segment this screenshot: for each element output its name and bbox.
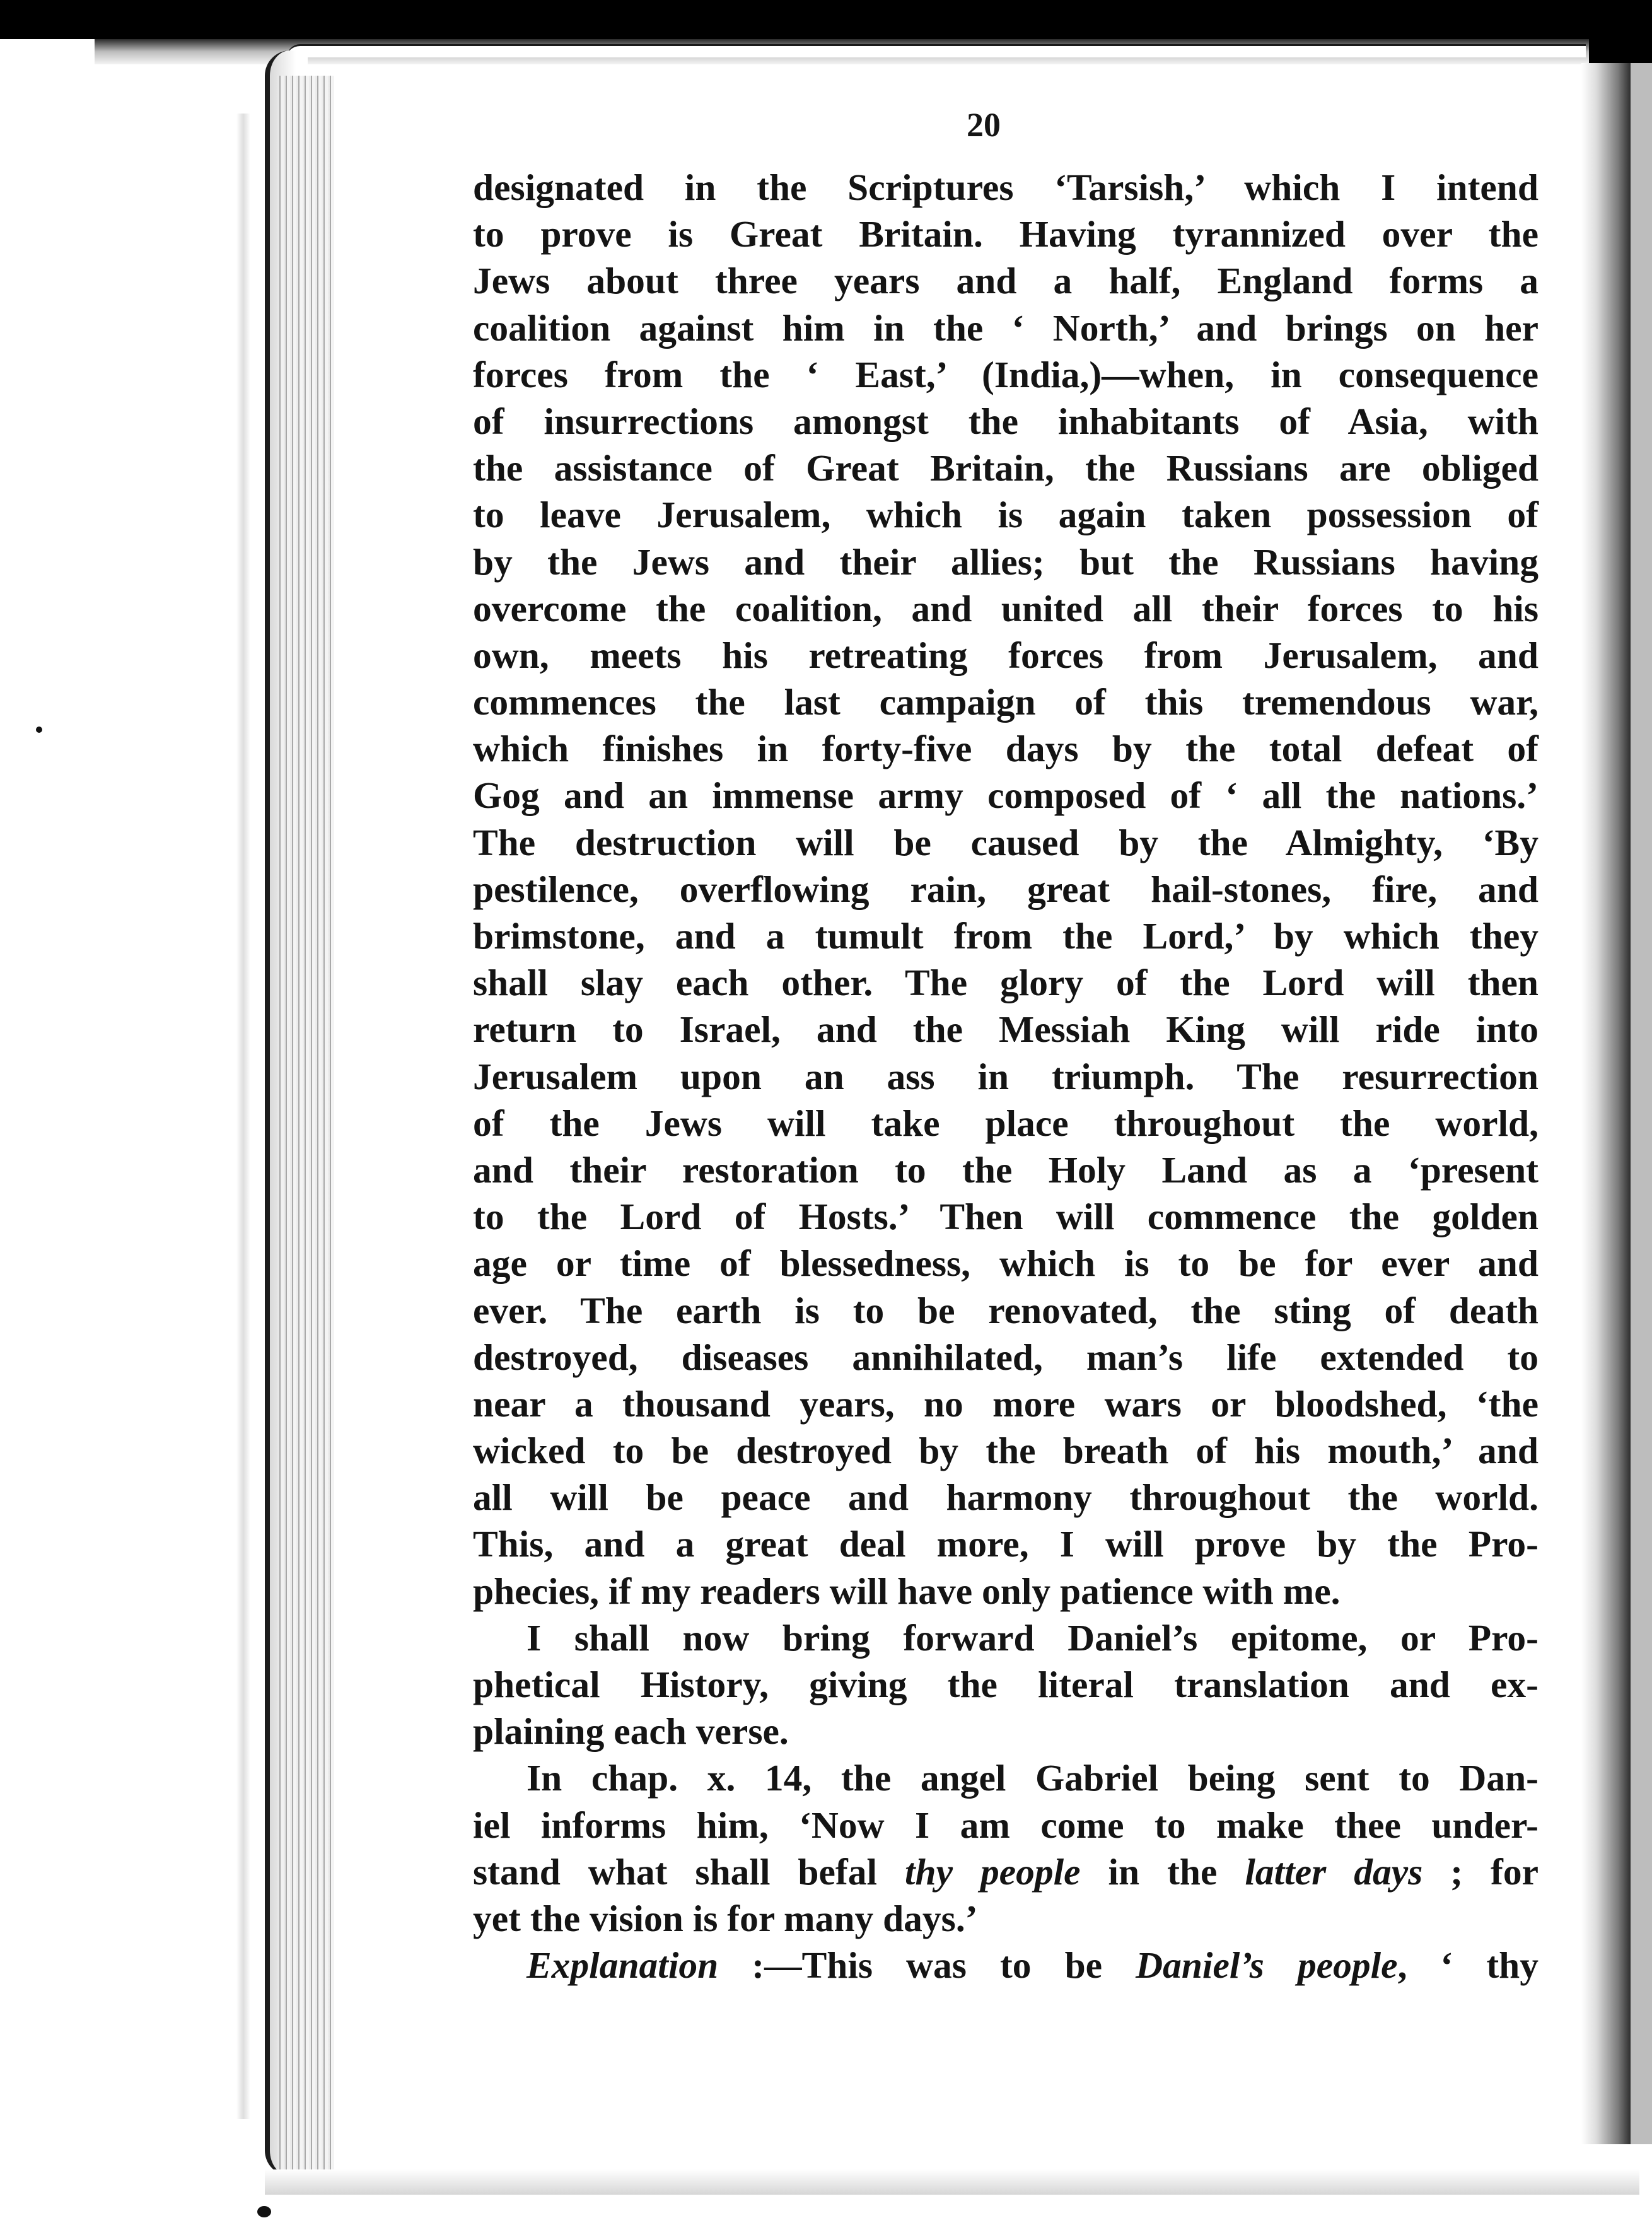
text-run: , ‘ thy	[1397, 1944, 1539, 1987]
text-line: age or time of blessedness, which is to be for ever and	[473, 1242, 1539, 1285]
text-line: iel informs him, ‘Now I am come to make thee under-	[473, 1804, 1539, 1846]
text-line: plaining each verse.	[473, 1710, 789, 1753]
text-line: Jerusalem upon an ass in triumph. The resurrection	[473, 1055, 1539, 1097]
italic-phrase: Explanation	[526, 1944, 719, 1987]
text-line: Jews about three years and a half, England forms a	[473, 260, 1539, 302]
text-line: brimstone, and a tumult from the Lord,’ by which they	[473, 915, 1539, 957]
text-line: commences the last campaign of this tremendous war,	[473, 681, 1539, 723]
text-line: destroyed, diseases annihilated, man’s life extended to	[473, 1336, 1539, 1378]
text-run: in the	[1080, 1850, 1245, 1893]
text-line: coalition against him in the ‘ North,’ and brings on her	[473, 306, 1539, 349]
text-line: ever. The earth is to be renovated, the sting of death	[473, 1289, 1539, 1331]
text-line: to prove is Great Britain. Having tyrannized over the	[473, 213, 1539, 255]
page-right-edge	[1581, 63, 1631, 2144]
text-line: of insurrections amongst the inhabitants of Asia, with	[473, 400, 1539, 442]
text-line: forces from the ‘ East,’ (India,)—when, in consequence	[473, 353, 1539, 395]
text-line: of the Jews will take place throughout the world,	[473, 1102, 1539, 1144]
text-line: yet the vision is for many days.’	[473, 1897, 978, 1939]
text-line: wicked to be destroyed by the breath of his mouth,’ and	[473, 1430, 1539, 1472]
text-line: near a thousand years, no more wars or bloodshed, ‘the	[473, 1382, 1539, 1425]
text-line: which finishes in forty-five days by the total defeat of	[473, 728, 1539, 770]
body-text	[473, 164, 1539, 1988]
text-line-mixed	[473, 1848, 1539, 1895]
scan-border-top	[0, 0, 1652, 39]
page-top-edge	[287, 44, 1586, 57]
text-line: by the Jews and their allies; but the Russians having	[473, 540, 1539, 583]
paragraph-start-line: I shall now bring forward Daniel’s epitome, or Pro-	[526, 1616, 1539, 1659]
scan-speck	[36, 727, 42, 733]
text-line-mixed	[473, 1942, 1539, 1988]
text-line: This, and a great deal more, I will prove by the Pro-	[473, 1523, 1539, 1565]
text-line: to leave Jerusalem, which is again taken possession of	[473, 494, 1539, 536]
scan-speck	[257, 2206, 271, 2217]
text-line: shall slay each other. The glory of the Lord will then	[473, 962, 1539, 1004]
italic-phrase: latter days	[1245, 1850, 1423, 1893]
text-line: The destruction will be caused by the Almighty, ‘By	[473, 821, 1539, 863]
scan-border-right	[1631, 63, 1652, 2144]
text-line: return to Israel, and the Messiah King will ride into	[473, 1008, 1539, 1051]
text-line: to the Lord of Hosts.’ Then will commence the golden	[473, 1196, 1539, 1238]
text-line: all will be peace and harmony throughout the world.	[473, 1476, 1539, 1519]
text-line: and their restoration to the Holy Land as a ‘present	[473, 1148, 1539, 1191]
page-bottom-edge	[265, 2169, 1639, 2195]
text-line: the assistance of Great Britain, the Russians are obliged	[473, 447, 1539, 489]
text-run: ; for	[1422, 1850, 1539, 1893]
paragraph-start-line: In chap. x. 14, the angel Gabriel being sent to Dan-	[526, 1757, 1539, 1799]
gutter-shadow	[236, 114, 250, 2119]
text-line: designated in the Scriptures ‘Tarsish,’ which I intend	[473, 166, 1539, 208]
italic-phrase: thy people	[904, 1850, 1081, 1893]
text-run: :—This was to be	[718, 1944, 1136, 1987]
text-line: own, meets his retreating forces from Jerusalem, and	[473, 634, 1539, 676]
text-line: pestilence, overflowing rain, great hail-stones, fire, and	[473, 868, 1539, 910]
text-run: stand what shall befal	[473, 1850, 905, 1893]
italic-phrase: Daniel’s people	[1136, 1944, 1398, 1987]
text-line: phecies, if my readers will have only patience with me.	[473, 1570, 1341, 1612]
text-line: Gog and an immense army composed of ‘ all the nations.’	[473, 774, 1539, 817]
page-number: 20	[967, 106, 1001, 144]
text-line: overcome the coalition, and united all their forces to his	[473, 587, 1539, 629]
page-stack-edges	[277, 76, 334, 2176]
text-line: phetical History, giving the literal translation and ex-	[473, 1664, 1539, 1705]
